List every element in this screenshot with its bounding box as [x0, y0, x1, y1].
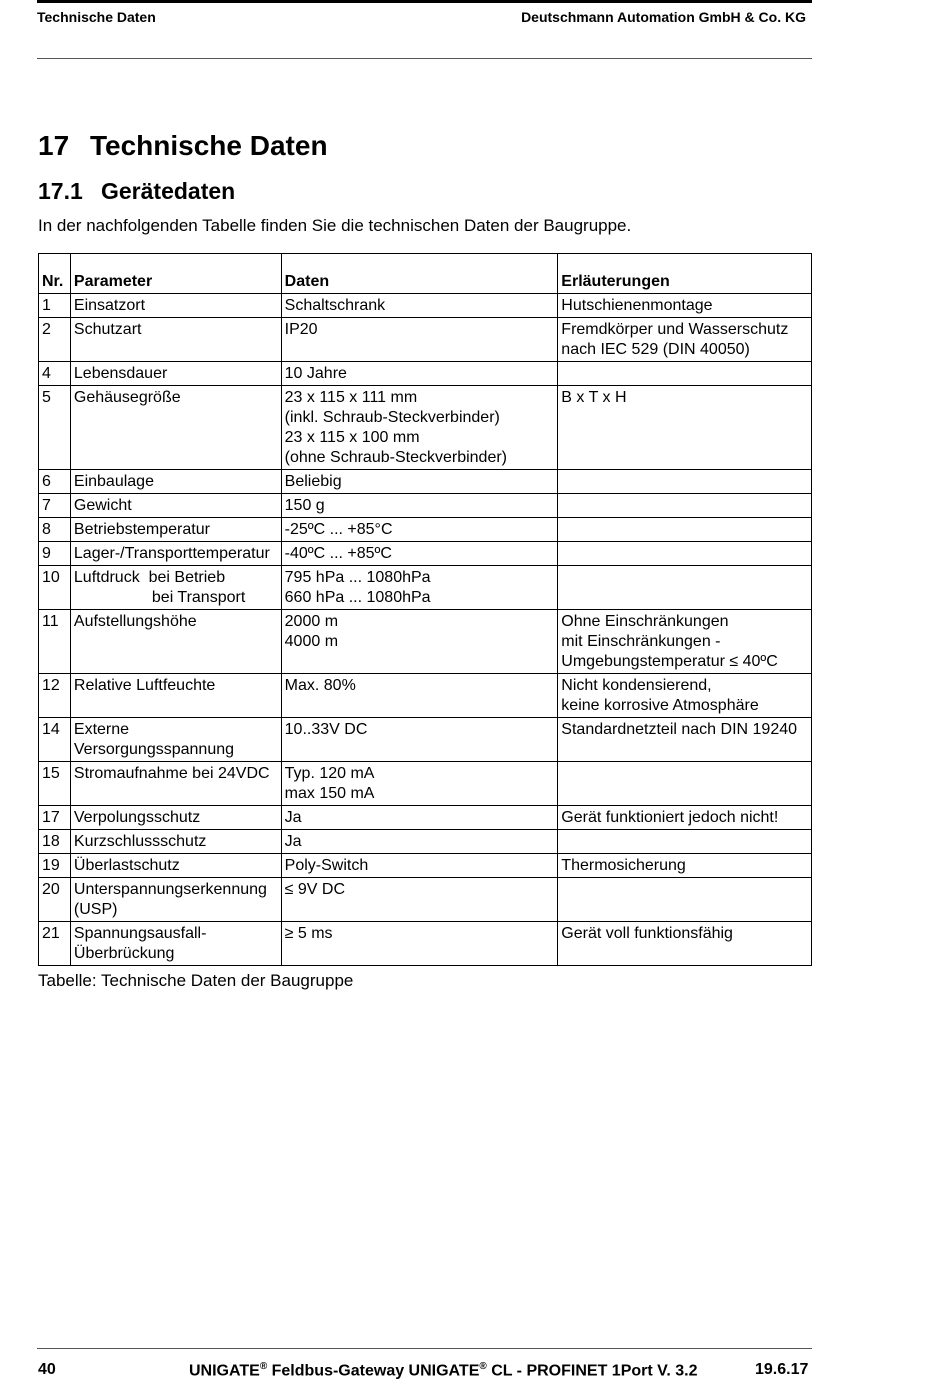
cell-nr: 9	[39, 542, 71, 566]
column-header-nr: Nr.	[39, 254, 71, 294]
cell-daten	[281, 762, 558, 806]
cell-nr: 21	[39, 922, 71, 966]
cell-nr: 11	[39, 610, 71, 674]
cell-daten	[281, 294, 558, 318]
cell-daten	[281, 922, 558, 966]
cell-daten-line: 23 x 115 x 100 mm	[284, 429, 420, 446]
section-number: 17.1	[38, 178, 83, 204]
table-row	[39, 518, 812, 542]
cell-erlaeuterungen-line: Nicht kondensierend,	[561, 677, 712, 694]
cell-erlaeuterungen-line: Fremdkörper und Wasserschutz	[561, 321, 789, 338]
cell-nr: 10	[39, 566, 71, 610]
cell-daten	[281, 518, 558, 542]
cell-erlaeuterungen	[558, 294, 812, 318]
cell-daten	[281, 610, 558, 674]
cell-parameter-line: Stromaufnahme bei 24VDC	[73, 765, 270, 782]
table-row	[39, 674, 812, 718]
cell-erlaeuterungen	[558, 854, 812, 878]
cell-nr: 4	[39, 362, 71, 386]
table-row	[39, 542, 812, 566]
cell-daten	[281, 806, 558, 830]
column-header-daten: Daten	[281, 254, 558, 294]
header-bar	[37, 0, 812, 3]
cell-erlaeuterungen	[558, 362, 812, 386]
table-row	[39, 386, 812, 470]
cell-daten-line: ≤ 9V DC	[284, 881, 346, 898]
section-title: Gerätedaten	[101, 178, 236, 204]
cell-erlaeuterungen	[558, 922, 812, 966]
page-number: 40	[38, 1361, 56, 1378]
cell-nr: 18	[39, 830, 71, 854]
cell-erlaeuterungen	[558, 878, 812, 922]
table-body	[39, 294, 812, 966]
cell-daten	[281, 318, 558, 362]
cell-parameter-line: (USP)	[73, 901, 118, 918]
cell-daten-line: 2000 m	[284, 613, 339, 630]
cell-daten-line: Beliebig	[284, 473, 342, 490]
cell-nr: 15	[39, 762, 71, 806]
cell-parameter	[70, 362, 281, 386]
cell-parameter	[70, 878, 281, 922]
cell-daten	[281, 386, 558, 470]
cell-daten-line: Ja	[284, 833, 302, 850]
cell-daten	[281, 878, 558, 922]
cell-parameter-line: Gewicht	[73, 497, 132, 514]
cell-parameter-line: Überbrückung	[73, 945, 175, 962]
cell-nr: 5	[39, 386, 71, 470]
cell-parameter-line: Externe	[73, 721, 130, 738]
cell-daten-line: IP20	[284, 321, 318, 338]
column-header-erlaeuterungen: Erläuterungen	[558, 254, 812, 294]
cell-parameter-line: Gehäusegröße	[73, 389, 181, 406]
cell-daten-line: 10..33V DC	[284, 721, 368, 738]
cell-parameter	[70, 566, 281, 610]
cell-daten	[281, 718, 558, 762]
cell-nr: 14	[39, 718, 71, 762]
table-row	[39, 830, 812, 854]
section-heading	[38, 178, 235, 205]
cell-parameter-line: Einbaulage	[73, 473, 154, 490]
cell-daten-line: Ja	[284, 809, 302, 826]
cell-daten	[281, 674, 558, 718]
cell-parameter	[70, 718, 281, 762]
cell-parameter	[70, 318, 281, 362]
cell-daten-line: Schaltschrank	[284, 297, 386, 314]
cell-daten-line: Typ. 120 mA	[284, 765, 375, 782]
cell-erlaeuterungen	[558, 494, 812, 518]
cell-daten-line: 660 hPa ... 1080hPa	[284, 589, 431, 606]
cell-erlaeuterungen-line: B x T x H	[561, 389, 627, 406]
cell-daten	[281, 470, 558, 494]
cell-erlaeuterungen-line: keine korrosive Atmosphäre	[561, 697, 759, 714]
cell-erlaeuterungen-line: Gerät funktioniert jedoch nicht!	[561, 809, 779, 826]
cell-erlaeuterungen-line: Standardnetzteil nach DIN 19240	[561, 721, 798, 738]
cell-erlaeuterungen-line: nach IEC 529 (DIN 40050)	[561, 341, 750, 358]
table-row	[39, 470, 812, 494]
cell-parameter	[70, 610, 281, 674]
cell-daten-line: 4000 m	[284, 633, 339, 650]
cell-parameter	[70, 762, 281, 806]
cell-daten-line: max 150 mA	[284, 785, 375, 802]
cell-erlaeuterungen-line: Umgebungstemperatur ≤ 40ºC	[561, 653, 778, 670]
cell-erlaeuterungen-line: mit Einschränkungen -	[561, 633, 721, 650]
cell-erlaeuterungen-line: Gerät voll funktionsfähig	[561, 925, 733, 942]
cell-parameter	[70, 386, 281, 470]
table-row	[39, 610, 812, 674]
table-row	[39, 362, 812, 386]
cell-erlaeuterungen-line: Thermosicherung	[561, 857, 686, 874]
table-row	[39, 762, 812, 806]
cell-erlaeuterungen	[558, 806, 812, 830]
cell-parameter	[70, 294, 281, 318]
cell-erlaeuterungen	[558, 674, 812, 718]
cell-daten-line: Poly-Switch	[284, 857, 369, 874]
table-header-row	[39, 254, 812, 294]
cell-parameter-line: Schutzart	[73, 321, 142, 338]
cell-parameter	[70, 542, 281, 566]
cell-erlaeuterungen	[558, 830, 812, 854]
cell-erlaeuterungen	[558, 542, 812, 566]
cell-parameter-line: Versorgungsspannung	[73, 741, 235, 758]
cell-nr: 20	[39, 878, 71, 922]
chapter-title: Technische Daten	[90, 130, 328, 161]
cell-nr: 8	[39, 518, 71, 542]
chapter-heading	[38, 130, 328, 162]
cell-parameter-line: Überlastschutz	[73, 857, 180, 874]
tech-data-table	[38, 253, 812, 966]
cell-parameter-line: Lager-/Transporttemperatur	[73, 545, 270, 562]
cell-nr: 1	[39, 294, 71, 318]
cell-parameter-line: Aufstellungshöhe	[73, 613, 197, 630]
cell-daten-line: 10 Jahre	[284, 365, 347, 382]
cell-nr: 7	[39, 494, 71, 518]
table-caption: Tabelle: Technische Daten der Baugruppe	[38, 971, 354, 990]
table-row	[39, 318, 812, 362]
cell-daten-line: -40ºC ... +85ºC	[284, 545, 392, 562]
cell-nr: 17	[39, 806, 71, 830]
cell-daten-line: (inkl. Schraub-Steckverbinder)	[284, 409, 500, 426]
cell-daten	[281, 830, 558, 854]
table-row	[39, 806, 812, 830]
intro-text: In der nachfolgenden Tabelle finden Sie die technischen Daten der Baugruppe.	[38, 216, 632, 235]
cell-daten	[281, 854, 558, 878]
cell-daten-line: 795 hPa ... 1080hPa	[284, 569, 431, 586]
cell-parameter-line: Relative Luftfeuchte	[73, 677, 216, 694]
table-row	[39, 878, 812, 922]
cell-daten	[281, 566, 558, 610]
footer-title: UNIGATE® Feldbus-Gateway UNIGATE® CL - PROFINET 1Port V. 3.2	[189, 1361, 698, 1380]
table-row	[39, 494, 812, 518]
table-row	[39, 566, 812, 610]
cell-parameter-line: Spannungsausfall-	[73, 925, 207, 942]
header-rule	[37, 58, 812, 59]
table-row	[39, 854, 812, 878]
cell-parameter-line: Kurzschlussschutz	[73, 833, 207, 850]
table-row	[39, 922, 812, 966]
cell-parameter-line: Einsatzort	[73, 297, 146, 314]
cell-parameter	[70, 470, 281, 494]
cell-daten	[281, 542, 558, 566]
header-right: Deutschmann Automation GmbH & Co. KG	[521, 9, 806, 25]
cell-daten-line: (ohne Schraub-Steckverbinder)	[284, 449, 507, 466]
cell-parameter-line: Betriebstemperatur	[73, 521, 210, 538]
cell-daten	[281, 362, 558, 386]
footer-rule	[37, 1348, 812, 1349]
cell-nr: 2	[39, 318, 71, 362]
cell-parameter-line: Verpolungsschutz	[73, 809, 201, 826]
cell-parameter-line: Unterspannungserkennung	[73, 881, 267, 898]
cell-parameter	[70, 494, 281, 518]
cell-parameter	[70, 922, 281, 966]
cell-nr: 19	[39, 854, 71, 878]
cell-daten	[281, 494, 558, 518]
cell-daten-line: -25ºC ... +85°C	[284, 521, 393, 538]
cell-nr: 6	[39, 470, 71, 494]
cell-daten-line: 150 g	[284, 497, 325, 514]
cell-erlaeuterungen	[558, 566, 812, 610]
cell-parameter-line: bei Transport	[151, 589, 246, 606]
cell-erlaeuterungen	[558, 470, 812, 494]
cell-erlaeuterungen	[558, 718, 812, 762]
cell-erlaeuterungen	[558, 610, 812, 674]
table-row	[39, 718, 812, 762]
cell-erlaeuterungen	[558, 518, 812, 542]
cell-daten-line: 23 x 115 x 111 mm	[284, 389, 418, 406]
chapter-number: 17	[38, 130, 70, 161]
cell-erlaeuterungen-line: Hutschienenmontage	[561, 297, 713, 314]
cell-erlaeuterungen	[558, 318, 812, 362]
column-header-parameter: Parameter	[70, 254, 281, 294]
cell-parameter	[70, 518, 281, 542]
header-left: Technische Daten	[37, 9, 156, 25]
cell-daten-line: ≥ 5 ms	[284, 925, 333, 942]
cell-nr: 12	[39, 674, 71, 718]
cell-daten-line: Max. 80%	[284, 677, 356, 694]
cell-parameter	[70, 854, 281, 878]
cell-parameter	[70, 674, 281, 718]
footer-date: 19.6.17	[755, 1361, 809, 1378]
cell-parameter-line: Luftdruck bei Betrieb	[73, 569, 226, 586]
cell-parameter-line: Lebensdauer	[73, 365, 168, 382]
cell-erlaeuterungen	[558, 386, 812, 470]
cell-erlaeuterungen-line: Ohne Einschränkungen	[561, 613, 729, 630]
cell-parameter	[70, 806, 281, 830]
table-row	[39, 294, 812, 318]
cell-erlaeuterungen	[558, 762, 812, 806]
cell-parameter	[70, 830, 281, 854]
